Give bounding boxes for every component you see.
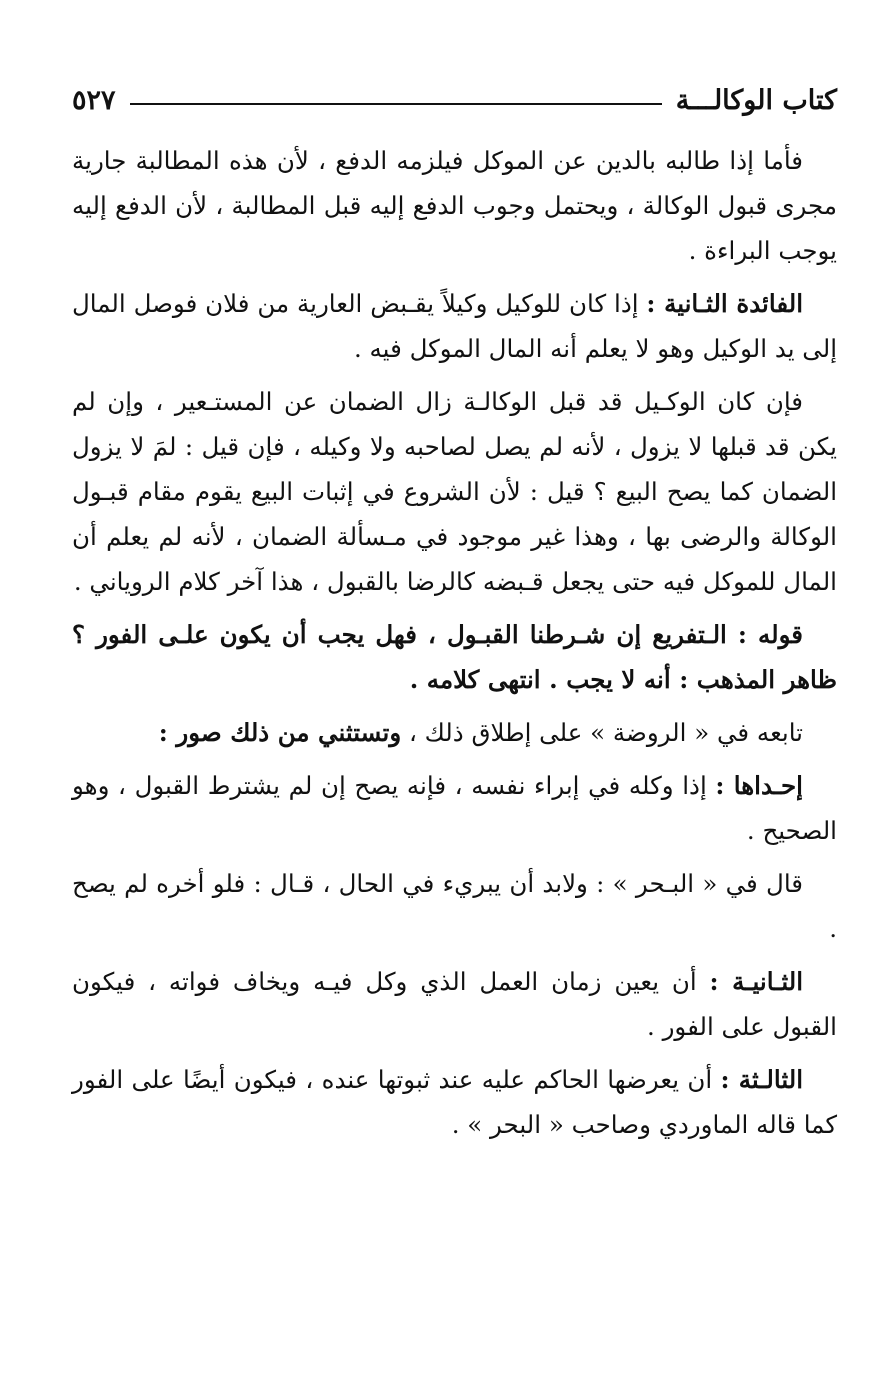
paragraph-second-benefit <box>72 281 837 371</box>
paragraph-demand-payment <box>72 138 837 273</box>
paragraph-text: تابعه في « الروضة » على إطلاق ذلك ، <box>401 718 803 747</box>
header-rule <box>130 103 662 105</box>
paragraph-text: أن يعرضها الحاكم عليه عند ثبوتها عنده ، فيكون أيضًا على الفور كما قاله الماوردي وصاحب « البحر » . <box>72 1065 837 1139</box>
paragraph-text: إذا وكله في إبراء نفسه ، فإنه يصح إن لم يشترط القبول ، وهو الصحيح . <box>72 771 837 845</box>
paragraph-bahr <box>72 861 837 951</box>
paragraph-text: فأما إذا طالبه بالدين عن الموكل فيلزمه الدفع ، لأن هذه المطالبة جارية مجرى قبول الوكالة ، ويحتمل وجوب الدفع إليه قبل المطالبة ، لأن الدفع إليه يوجب البراءة . <box>72 146 837 265</box>
paragraph-text: فإن كان الوكـيل قد قبل الوكالـة زال الضمان عن المستـعير ، وإن لم يكن قد قبلها لا يزول ، لأنه لم يصل لصاحبه ولا وكيله ، فإن قيل : لمَ لا يزول الضمان كما يصح البيع ؟ قيل : لأن الشروع في إثبات البيع يقوم مقام قبـول الوكالة والرضى بها ، وهذا غير موجود في مـسألة الضمان ، لأنه لم يعلم أن المال للموكل فيه حتى يجعل قـبضه كالرضا بالقبول ، هذا آخر كلام الروياني . <box>72 387 837 596</box>
paragraph-lead: قوله : الـتفريع إن شـرطنا القبـول ، فهل يجب أن يكون علـى الفور ؟ ظاهر المذهب : أنه لا يجب . انتهى كلامه . <box>72 620 837 694</box>
chapter-title: كتاب الوكالـــة <box>675 84 837 116</box>
paragraph-rawda <box>72 710 837 755</box>
paragraph-text: أن يعين زمان العمل الذي وكل فيـه ويخاف فواته ، فيكون القبول على الفور . <box>72 967 837 1041</box>
running-header <box>72 78 837 122</box>
paragraph-second-case <box>72 959 837 1049</box>
paragraph-guarantee <box>72 379 837 604</box>
page-number: ٥٢٧ <box>72 84 116 116</box>
paragraph-text: قال في « البـحر » : ولابد أن يبريء في الحال ، قـال : فلو أخره لم يصح . <box>72 869 837 943</box>
paragraph-third-case <box>72 1057 837 1147</box>
paragraph-text: إذا كان للوكيل وكيلاً يقـبض العارية من فلان فوصل المال إلى يد الوكيل وهو لا يعلم أنه المال الموكل فيه . <box>72 289 837 363</box>
paragraph-lead: الفائدة الثـانية : <box>646 289 803 318</box>
paragraph-lead: إحـداها : <box>715 771 803 800</box>
paragraph-first-case <box>72 763 837 853</box>
paragraph-tail: وتستثني من ذلك صور : <box>158 718 402 747</box>
paragraph-lead: الثالـثة : <box>720 1065 803 1094</box>
page-body <box>72 138 837 1155</box>
paragraph-quote-branching <box>72 612 837 702</box>
paragraph-lead: الثـانيـة : <box>709 967 804 996</box>
